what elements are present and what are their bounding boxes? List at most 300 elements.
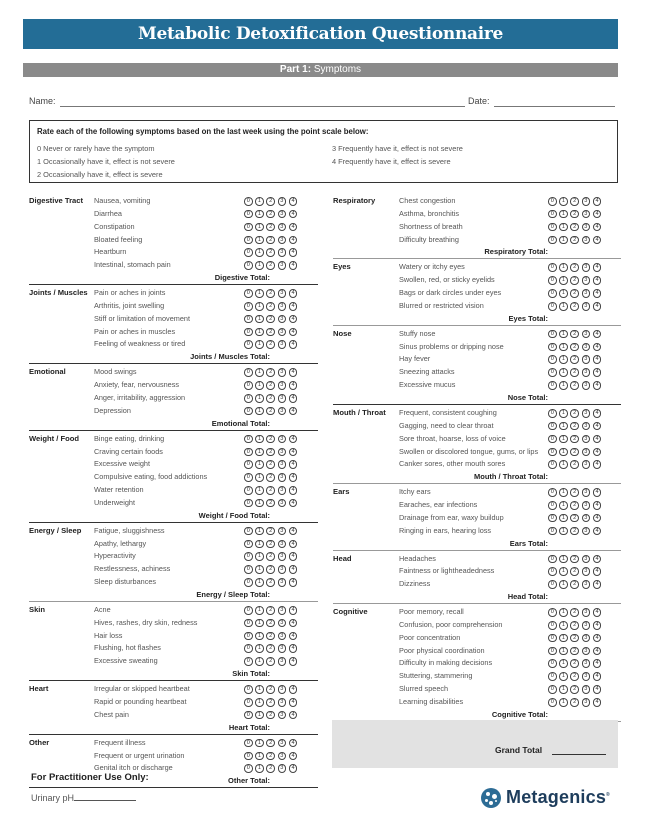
rating-radio-3[interactable]: 3	[278, 739, 287, 748]
rating-radio-3[interactable]: 3	[278, 340, 287, 349]
rating-radio-3[interactable]: 3	[582, 527, 591, 536]
rating-radio-4[interactable]: 4	[289, 752, 298, 761]
rating-radio-3[interactable]: 3	[278, 486, 287, 495]
rating-radio-3[interactable]: 3	[582, 223, 591, 232]
rating-radio-4[interactable]: 4	[289, 698, 298, 707]
name-field[interactable]	[60, 106, 465, 107]
rating-radio-2[interactable]: 2	[266, 739, 275, 748]
rating-radio-3[interactable]: 3	[278, 685, 287, 694]
rating-radio-0[interactable]: 0	[548, 263, 557, 272]
rating-radio-3[interactable]: 3	[278, 223, 287, 232]
rating-radio-2[interactable]: 2	[570, 527, 579, 536]
rating-radio-3[interactable]: 3	[278, 394, 287, 403]
rating-radio-2[interactable]: 2	[570, 210, 579, 219]
rating-radio-2[interactable]: 2	[266, 565, 275, 574]
rating-radio-2[interactable]: 2	[266, 381, 275, 390]
rating-radio-2[interactable]: 2	[266, 394, 275, 403]
rating-radio-0[interactable]: 0	[548, 514, 557, 523]
rating-radio-4[interactable]: 4	[289, 289, 298, 298]
rating-radio-3[interactable]: 3	[278, 248, 287, 257]
rating-radio-4[interactable]: 4	[289, 261, 298, 270]
rating-radio-0[interactable]: 0	[244, 236, 253, 245]
rating-radio-1[interactable]: 1	[255, 210, 264, 219]
rating-radio-1[interactable]: 1	[559, 634, 568, 643]
rating-radio-2[interactable]: 2	[570, 608, 579, 617]
rating-radio-0[interactable]: 0	[548, 422, 557, 431]
rating-radio-1[interactable]: 1	[255, 711, 264, 720]
rating-radio-4[interactable]: 4	[289, 632, 298, 641]
rating-radio-1[interactable]: 1	[559, 488, 568, 497]
rating-radio-0[interactable]: 0	[548, 580, 557, 589]
rating-radio-2[interactable]: 2	[570, 263, 579, 272]
rating-radio-1[interactable]: 1	[559, 460, 568, 469]
rating-radio-4[interactable]: 4	[289, 486, 298, 495]
rating-radio-4[interactable]: 4	[289, 302, 298, 311]
rating-radio-4[interactable]: 4	[593, 555, 602, 564]
rating-radio-2[interactable]: 2	[266, 302, 275, 311]
rating-radio-1[interactable]: 1	[559, 210, 568, 219]
rating-radio-2[interactable]: 2	[266, 657, 275, 666]
rating-radio-1[interactable]: 1	[559, 672, 568, 681]
rating-radio-3[interactable]: 3	[582, 659, 591, 668]
section-total-label[interactable]: Energy / Sleep Total:	[196, 589, 270, 599]
rating-radio-0[interactable]: 0	[244, 711, 253, 720]
rating-radio-2[interactable]: 2	[266, 340, 275, 349]
rating-radio-4[interactable]: 4	[289, 368, 298, 377]
rating-radio-2[interactable]: 2	[570, 289, 579, 298]
rating-radio-1[interactable]: 1	[559, 381, 568, 390]
rating-radio-0[interactable]: 0	[548, 527, 557, 536]
rating-radio-1[interactable]: 1	[255, 473, 264, 482]
rating-radio-3[interactable]: 3	[278, 381, 287, 390]
rating-radio-2[interactable]: 2	[570, 634, 579, 643]
rating-radio-0[interactable]: 0	[244, 460, 253, 469]
rating-radio-1[interactable]: 1	[255, 407, 264, 416]
rating-radio-3[interactable]: 3	[582, 368, 591, 377]
section-total-label[interactable]: Respiratory Total:	[484, 247, 548, 257]
rating-radio-0[interactable]: 0	[548, 608, 557, 617]
rating-radio-1[interactable]: 1	[559, 197, 568, 206]
rating-radio-0[interactable]: 0	[244, 368, 253, 377]
rating-radio-4[interactable]: 4	[289, 764, 298, 773]
rating-radio-3[interactable]: 3	[582, 409, 591, 418]
rating-radio-4[interactable]: 4	[593, 435, 602, 444]
rating-radio-2[interactable]: 2	[266, 407, 275, 416]
rating-radio-2[interactable]: 2	[570, 302, 579, 311]
rating-radio-1[interactable]: 1	[559, 555, 568, 564]
rating-radio-2[interactable]: 2	[570, 330, 579, 339]
rating-radio-4[interactable]: 4	[593, 223, 602, 232]
rating-radio-3[interactable]: 3	[278, 315, 287, 324]
rating-radio-3[interactable]: 3	[278, 289, 287, 298]
rating-radio-3[interactable]: 3	[278, 328, 287, 337]
rating-radio-0[interactable]: 0	[548, 223, 557, 232]
rating-radio-0[interactable]: 0	[244, 223, 253, 232]
rating-radio-3[interactable]: 3	[278, 473, 287, 482]
rating-radio-0[interactable]: 0	[244, 197, 253, 206]
rating-radio-1[interactable]: 1	[559, 580, 568, 589]
section-total-label[interactable]: Mouth / Throat Total:	[473, 472, 548, 482]
rating-radio-3[interactable]: 3	[278, 657, 287, 666]
rating-radio-3[interactable]: 3	[582, 276, 591, 285]
rating-radio-3[interactable]: 3	[582, 343, 591, 352]
rating-radio-4[interactable]: 4	[289, 578, 298, 587]
rating-radio-0[interactable]: 0	[244, 210, 253, 219]
rating-radio-1[interactable]: 1	[559, 409, 568, 418]
rating-radio-4[interactable]: 4	[289, 460, 298, 469]
rating-radio-4[interactable]: 4	[593, 210, 602, 219]
rating-radio-2[interactable]: 2	[266, 448, 275, 457]
rating-radio-0[interactable]: 0	[244, 552, 253, 561]
rating-radio-2[interactable]: 2	[266, 711, 275, 720]
rating-radio-0[interactable]: 0	[548, 197, 557, 206]
rating-radio-4[interactable]: 4	[289, 394, 298, 403]
rating-radio-1[interactable]: 1	[255, 698, 264, 707]
rating-radio-3[interactable]: 3	[278, 499, 287, 508]
rating-radio-0[interactable]: 0	[548, 488, 557, 497]
rating-radio-3[interactable]: 3	[582, 621, 591, 630]
rating-radio-3[interactable]: 3	[278, 619, 287, 628]
rating-radio-4[interactable]: 4	[593, 659, 602, 668]
rating-radio-4[interactable]: 4	[289, 565, 298, 574]
rating-radio-3[interactable]: 3	[278, 711, 287, 720]
rating-radio-2[interactable]: 2	[570, 685, 579, 694]
rating-radio-3[interactable]: 3	[582, 302, 591, 311]
rating-radio-0[interactable]: 0	[244, 527, 253, 536]
rating-radio-0[interactable]: 0	[244, 289, 253, 298]
rating-radio-2[interactable]: 2	[570, 223, 579, 232]
rating-radio-0[interactable]: 0	[548, 381, 557, 390]
rating-radio-1[interactable]: 1	[559, 276, 568, 285]
rating-radio-2[interactable]: 2	[266, 236, 275, 245]
rating-radio-1[interactable]: 1	[255, 435, 264, 444]
rating-radio-2[interactable]: 2	[266, 499, 275, 508]
rating-radio-4[interactable]: 4	[593, 302, 602, 311]
rating-radio-1[interactable]: 1	[255, 236, 264, 245]
rating-radio-1[interactable]: 1	[255, 644, 264, 653]
rating-radio-4[interactable]: 4	[593, 368, 602, 377]
rating-radio-0[interactable]: 0	[244, 540, 253, 549]
rating-radio-1[interactable]: 1	[559, 647, 568, 656]
rating-radio-3[interactable]: 3	[278, 527, 287, 536]
rating-radio-1[interactable]: 1	[559, 236, 568, 245]
rating-radio-2[interactable]: 2	[570, 567, 579, 576]
rating-radio-4[interactable]: 4	[289, 711, 298, 720]
rating-radio-2[interactable]: 2	[570, 659, 579, 668]
rating-radio-1[interactable]: 1	[255, 606, 264, 615]
rating-radio-3[interactable]: 3	[278, 448, 287, 457]
rating-radio-3[interactable]: 3	[582, 435, 591, 444]
rating-radio-2[interactable]: 2	[570, 460, 579, 469]
rating-radio-0[interactable]: 0	[244, 448, 253, 457]
rating-radio-4[interactable]: 4	[593, 448, 602, 457]
rating-radio-2[interactable]: 2	[266, 261, 275, 270]
rating-radio-4[interactable]: 4	[289, 448, 298, 457]
rating-radio-3[interactable]: 3	[278, 632, 287, 641]
rating-radio-0[interactable]: 0	[548, 236, 557, 245]
rating-radio-0[interactable]: 0	[548, 460, 557, 469]
section-total-label[interactable]: Head Total:	[507, 592, 548, 602]
section-total-label[interactable]: Emotional Total:	[211, 418, 270, 428]
rating-radio-4[interactable]: 4	[289, 619, 298, 628]
rating-radio-2[interactable]: 2	[266, 328, 275, 337]
rating-radio-2[interactable]: 2	[570, 435, 579, 444]
rating-radio-2[interactable]: 2	[266, 460, 275, 469]
rating-radio-2[interactable]: 2	[570, 409, 579, 418]
rating-radio-4[interactable]: 4	[593, 460, 602, 469]
rating-radio-0[interactable]: 0	[548, 567, 557, 576]
rating-radio-2[interactable]: 2	[266, 578, 275, 587]
rating-radio-4[interactable]: 4	[289, 527, 298, 536]
rating-radio-4[interactable]: 4	[593, 488, 602, 497]
rating-radio-1[interactable]: 1	[559, 501, 568, 510]
rating-radio-1[interactable]: 1	[559, 435, 568, 444]
rating-radio-3[interactable]: 3	[582, 197, 591, 206]
rating-radio-2[interactable]: 2	[570, 488, 579, 497]
rating-radio-2[interactable]: 2	[570, 276, 579, 285]
rating-radio-2[interactable]: 2	[570, 672, 579, 681]
rating-radio-4[interactable]: 4	[593, 236, 602, 245]
rating-radio-0[interactable]: 0	[244, 764, 253, 773]
rating-radio-0[interactable]: 0	[548, 210, 557, 219]
rating-radio-4[interactable]: 4	[593, 608, 602, 617]
rating-radio-2[interactable]: 2	[266, 632, 275, 641]
rating-radio-2[interactable]: 2	[266, 197, 275, 206]
rating-radio-0[interactable]: 0	[244, 565, 253, 574]
rating-radio-1[interactable]: 1	[255, 197, 264, 206]
rating-radio-4[interactable]: 4	[593, 567, 602, 576]
rating-radio-4[interactable]: 4	[289, 657, 298, 666]
rating-radio-3[interactable]: 3	[582, 448, 591, 457]
rating-radio-1[interactable]: 1	[255, 619, 264, 628]
rating-radio-2[interactable]: 2	[570, 448, 579, 457]
rating-radio-0[interactable]: 0	[244, 315, 253, 324]
rating-radio-2[interactable]: 2	[266, 315, 275, 324]
rating-radio-2[interactable]: 2	[570, 555, 579, 564]
rating-radio-1[interactable]: 1	[255, 448, 264, 457]
rating-radio-1[interactable]: 1	[255, 540, 264, 549]
rating-radio-3[interactable]: 3	[278, 764, 287, 773]
rating-radio-2[interactable]: 2	[266, 289, 275, 298]
rating-radio-0[interactable]: 0	[548, 698, 557, 707]
rating-radio-1[interactable]: 1	[255, 460, 264, 469]
rating-radio-4[interactable]: 4	[593, 276, 602, 285]
rating-radio-0[interactable]: 0	[244, 261, 253, 270]
rating-radio-2[interactable]: 2	[266, 764, 275, 773]
rating-radio-2[interactable]: 2	[266, 223, 275, 232]
section-total-label[interactable]: Other Total:	[228, 776, 270, 786]
rating-radio-3[interactable]: 3	[278, 552, 287, 561]
rating-radio-3[interactable]: 3	[278, 197, 287, 206]
rating-radio-1[interactable]: 1	[559, 621, 568, 630]
rating-radio-4[interactable]: 4	[593, 647, 602, 656]
rating-radio-0[interactable]: 0	[548, 343, 557, 352]
rating-radio-1[interactable]: 1	[255, 340, 264, 349]
section-total-label[interactable]: Nose Total:	[507, 392, 548, 402]
rating-radio-0[interactable]: 0	[244, 752, 253, 761]
rating-radio-4[interactable]: 4	[593, 580, 602, 589]
rating-radio-2[interactable]: 2	[570, 621, 579, 630]
rating-radio-3[interactable]: 3	[582, 580, 591, 589]
rating-radio-0[interactable]: 0	[548, 276, 557, 285]
rating-radio-1[interactable]: 1	[559, 289, 568, 298]
rating-radio-1[interactable]: 1	[559, 368, 568, 377]
rating-radio-0[interactable]: 0	[244, 473, 253, 482]
rating-radio-3[interactable]: 3	[582, 210, 591, 219]
rating-radio-0[interactable]: 0	[244, 302, 253, 311]
rating-radio-3[interactable]: 3	[582, 555, 591, 564]
rating-radio-0[interactable]: 0	[244, 619, 253, 628]
section-total-label[interactable]: Heart Total:	[228, 722, 270, 732]
rating-radio-1[interactable]: 1	[255, 565, 264, 574]
rating-radio-3[interactable]: 3	[582, 330, 591, 339]
rating-radio-2[interactable]: 2	[570, 355, 579, 364]
rating-radio-0[interactable]: 0	[244, 248, 253, 257]
rating-radio-2[interactable]: 2	[266, 248, 275, 257]
rating-radio-3[interactable]: 3	[278, 644, 287, 653]
rating-radio-1[interactable]: 1	[559, 685, 568, 694]
rating-radio-1[interactable]: 1	[255, 752, 264, 761]
rating-radio-4[interactable]: 4	[593, 685, 602, 694]
rating-radio-0[interactable]: 0	[244, 606, 253, 615]
rating-radio-2[interactable]: 2	[570, 698, 579, 707]
urinary-ph-field[interactable]	[74, 792, 136, 801]
rating-radio-2[interactable]: 2	[266, 619, 275, 628]
rating-radio-4[interactable]: 4	[289, 499, 298, 508]
rating-radio-0[interactable]: 0	[244, 381, 253, 390]
section-total-label[interactable]: Eyes Total:	[508, 313, 548, 323]
rating-radio-0[interactable]: 0	[548, 647, 557, 656]
rating-radio-0[interactable]: 0	[548, 555, 557, 564]
rating-radio-1[interactable]: 1	[255, 381, 264, 390]
grand-total-field[interactable]	[552, 754, 606, 755]
rating-radio-3[interactable]: 3	[278, 698, 287, 707]
rating-radio-1[interactable]: 1	[559, 527, 568, 536]
rating-radio-2[interactable]: 2	[266, 698, 275, 707]
rating-radio-4[interactable]: 4	[289, 328, 298, 337]
rating-radio-3[interactable]: 3	[278, 606, 287, 615]
rating-radio-3[interactable]: 3	[582, 567, 591, 576]
rating-radio-0[interactable]: 0	[548, 409, 557, 418]
rating-radio-4[interactable]: 4	[593, 381, 602, 390]
rating-radio-4[interactable]: 4	[289, 236, 298, 245]
rating-radio-4[interactable]: 4	[593, 501, 602, 510]
rating-radio-3[interactable]: 3	[582, 422, 591, 431]
rating-radio-3[interactable]: 3	[278, 368, 287, 377]
rating-radio-1[interactable]: 1	[255, 261, 264, 270]
rating-radio-2[interactable]: 2	[570, 422, 579, 431]
rating-radio-0[interactable]: 0	[244, 644, 253, 653]
rating-radio-3[interactable]: 3	[582, 460, 591, 469]
rating-radio-4[interactable]: 4	[593, 634, 602, 643]
rating-radio-4[interactable]: 4	[289, 739, 298, 748]
rating-radio-2[interactable]: 2	[266, 552, 275, 561]
rating-radio-4[interactable]: 4	[593, 422, 602, 431]
rating-radio-0[interactable]: 0	[548, 355, 557, 364]
rating-radio-2[interactable]: 2	[266, 210, 275, 219]
rating-radio-4[interactable]: 4	[593, 698, 602, 707]
rating-radio-0[interactable]: 0	[244, 328, 253, 337]
rating-radio-3[interactable]: 3	[582, 608, 591, 617]
rating-radio-3[interactable]: 3	[582, 685, 591, 694]
rating-radio-3[interactable]: 3	[278, 460, 287, 469]
date-field[interactable]	[494, 106, 615, 107]
rating-radio-1[interactable]: 1	[559, 343, 568, 352]
rating-radio-4[interactable]: 4	[593, 672, 602, 681]
rating-radio-2[interactable]: 2	[266, 527, 275, 536]
rating-radio-4[interactable]: 4	[289, 210, 298, 219]
rating-radio-0[interactable]: 0	[244, 340, 253, 349]
rating-radio-1[interactable]: 1	[255, 248, 264, 257]
rating-radio-0[interactable]: 0	[244, 685, 253, 694]
rating-radio-0[interactable]: 0	[244, 578, 253, 587]
rating-radio-4[interactable]: 4	[593, 197, 602, 206]
rating-radio-4[interactable]: 4	[593, 343, 602, 352]
section-total-label[interactable]: Joints / Muscles Total:	[190, 352, 270, 362]
rating-radio-2[interactable]: 2	[266, 685, 275, 694]
rating-radio-0[interactable]: 0	[548, 501, 557, 510]
rating-radio-3[interactable]: 3	[582, 634, 591, 643]
rating-radio-1[interactable]: 1	[255, 302, 264, 311]
rating-radio-1[interactable]: 1	[559, 263, 568, 272]
rating-radio-0[interactable]: 0	[548, 672, 557, 681]
rating-radio-3[interactable]: 3	[582, 488, 591, 497]
rating-radio-0[interactable]: 0	[548, 368, 557, 377]
rating-radio-3[interactable]: 3	[278, 540, 287, 549]
rating-radio-0[interactable]: 0	[548, 634, 557, 643]
rating-radio-4[interactable]: 4	[593, 355, 602, 364]
rating-radio-3[interactable]: 3	[278, 302, 287, 311]
rating-radio-1[interactable]: 1	[559, 302, 568, 311]
rating-radio-2[interactable]: 2	[266, 606, 275, 615]
rating-radio-2[interactable]: 2	[266, 473, 275, 482]
rating-radio-1[interactable]: 1	[255, 552, 264, 561]
rating-radio-1[interactable]: 1	[255, 685, 264, 694]
rating-radio-3[interactable]: 3	[278, 578, 287, 587]
rating-radio-1[interactable]: 1	[559, 514, 568, 523]
rating-radio-1[interactable]: 1	[255, 289, 264, 298]
section-total-label[interactable]: Ears Total:	[509, 538, 548, 548]
rating-radio-1[interactable]: 1	[255, 499, 264, 508]
rating-radio-2[interactable]: 2	[266, 752, 275, 761]
rating-radio-4[interactable]: 4	[289, 315, 298, 324]
rating-radio-1[interactable]: 1	[559, 448, 568, 457]
rating-radio-0[interactable]: 0	[244, 407, 253, 416]
rating-radio-1[interactable]: 1	[559, 355, 568, 364]
section-total-label[interactable]: Weight / Food Total:	[198, 510, 270, 520]
rating-radio-0[interactable]: 0	[244, 657, 253, 666]
rating-radio-4[interactable]: 4	[289, 644, 298, 653]
section-total-label[interactable]: Cognitive Total:	[491, 709, 548, 719]
rating-radio-0[interactable]: 0	[548, 289, 557, 298]
rating-radio-4[interactable]: 4	[593, 621, 602, 630]
rating-radio-4[interactable]: 4	[289, 473, 298, 482]
rating-radio-3[interactable]: 3	[582, 355, 591, 364]
rating-radio-0[interactable]: 0	[244, 394, 253, 403]
rating-radio-4[interactable]: 4	[593, 527, 602, 536]
rating-radio-0[interactable]: 0	[548, 448, 557, 457]
rating-radio-0[interactable]: 0	[548, 621, 557, 630]
rating-radio-1[interactable]: 1	[255, 394, 264, 403]
rating-radio-2[interactable]: 2	[570, 343, 579, 352]
rating-radio-1[interactable]: 1	[255, 527, 264, 536]
rating-radio-3[interactable]: 3	[582, 698, 591, 707]
rating-radio-1[interactable]: 1	[559, 698, 568, 707]
section-total-label[interactable]: Skin Total:	[232, 669, 270, 679]
rating-radio-3[interactable]: 3	[278, 407, 287, 416]
rating-radio-3[interactable]: 3	[278, 565, 287, 574]
rating-radio-3[interactable]: 3	[582, 672, 591, 681]
